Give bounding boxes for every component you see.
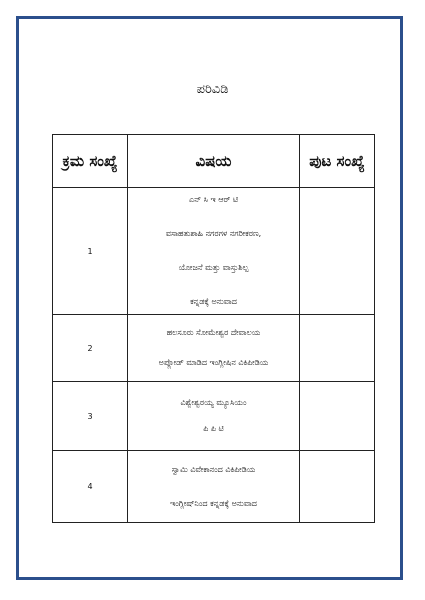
row-subject: [128, 451, 300, 523]
header-serial-number: ಕ್ರಮ ಸಂಖ್ಯೆ: [53, 135, 128, 188]
subject-line: ಯೋಜನೆ ಮತ್ತು ವಾಸ್ತುಶಿಲ್ಪ: [178, 263, 249, 272]
row-page-number: [300, 315, 375, 382]
table-row: [53, 315, 375, 382]
subject-line: ಇಂಗ್ಲೀಷ್‌ನಿಂದ ಕನ್ನಡಕ್ಕೆ ಅನುವಾದ: [170, 498, 257, 508]
subject-line: ಪಿ ಪಿ ಟಿ: [203, 424, 224, 433]
subject-line: ವಿಶ್ವೇಶ್ವರಯ್ಯ ಮ್ಯೂಸಿಯಂ: [180, 398, 247, 407]
row-page-number: [300, 382, 375, 451]
row-page-number: [300, 451, 375, 523]
row-subject: [128, 382, 300, 451]
row-subject: [128, 188, 300, 315]
table-row: [53, 382, 375, 451]
subject-line: ಹಲಸೂರು ಸೋಮೇಶ್ವರ ದೇವಾಲಯ: [166, 328, 261, 337]
table-row: [53, 188, 375, 315]
row-number: 2: [53, 315, 128, 382]
row-number: 1: [53, 188, 128, 315]
table-header-row: [53, 135, 375, 188]
contents-table: [52, 134, 375, 523]
subject-line: ಅಪ್ಲೋಡ್ ಮಾಡಿದ ಇಂಗ್ಲೀಷಿನ ವಿಕಿಪೀಡಿಯ: [158, 358, 269, 367]
table-row: [53, 451, 375, 523]
subject-line: ಸ್ವಾಮಿ ವಿವೇಕಾನಂದ ವಿಕಿಪೀಡಿಯ: [171, 464, 256, 474]
row-subject: [128, 315, 300, 382]
header-subject: ವಿಷಯ: [128, 135, 300, 188]
row-number: 3: [53, 382, 128, 451]
subject-line: ಎನ್ ಸಿ ಇ ಆರ್ ಟಿ: [188, 195, 239, 204]
row-page-number: [300, 188, 375, 315]
page-title: ಪರಿವಿಡಿ: [196, 82, 229, 97]
row-number: 4: [53, 451, 128, 523]
subject-line: ವಸಾಹತುಶಾಹಿ ನಗರಗಳ ನಗರೀಕರಣ,: [165, 229, 262, 238]
subject-line: ಕನ್ನಡಕ್ಕೆ ಅನುವಾದ: [190, 297, 237, 306]
header-page-number: ಪುಟ ಸಂಖ್ಯೆ: [300, 135, 375, 188]
